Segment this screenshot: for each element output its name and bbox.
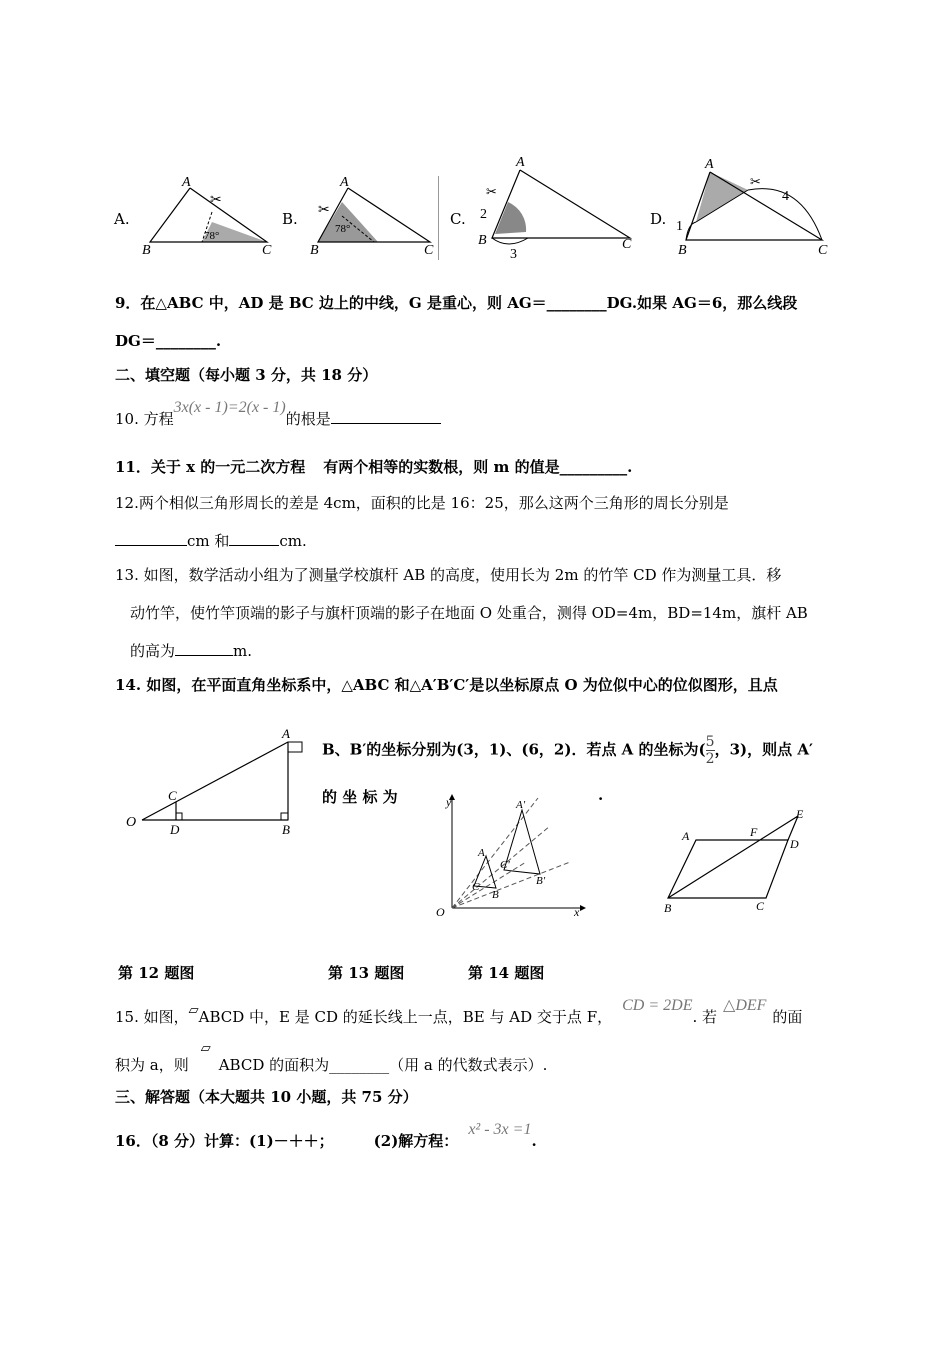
q13-line3 [130, 640, 252, 662]
section-2-heading: 二、填空题（每小题 3 分，共 18 分） [115, 366, 378, 384]
figure-a [112, 172, 282, 262]
point-o: O [436, 905, 445, 919]
parallelogram-icon: ▱ [188, 1003, 199, 1018]
side-4: 4 [782, 189, 789, 204]
q15-part2: ABCD 中，E 是 CD 的延长线上一点，BE 与 AD 交于点 F， [198, 1008, 613, 1026]
parallelogram-diagram [656, 806, 826, 920]
q14-line3-end: . [598, 786, 604, 804]
point-b: B [282, 822, 290, 837]
fraction [706, 734, 715, 767]
point-b: B [142, 243, 151, 258]
figure-13 [430, 786, 600, 920]
q15-part4: 的面 [772, 1008, 803, 1026]
caption-fig14: 第 14 题图 [468, 964, 545, 982]
divider [438, 176, 439, 260]
q15-line2a: 积为 a，则 [115, 1056, 189, 1074]
q13-line2: 动竹竿，使竹竿顶端的影子与旗杆顶端的影子在地面 O 处重合，测得 OD=4m，BD=14m，旗杆 AB [130, 604, 808, 622]
q8-option-c [450, 152, 640, 262]
q12-cm2: cm. [279, 532, 307, 550]
q13-unit: m. [233, 642, 253, 660]
point-b: B [664, 901, 672, 915]
caption-fig12: 第 12 题图 [118, 964, 195, 982]
q16-end: . [531, 1132, 537, 1150]
q16-part1: 16．（8 分）计算：(1)－＋＋； [115, 1132, 334, 1150]
option-a-label: A. [114, 210, 130, 228]
q15-eq2: △DEF [723, 997, 767, 1014]
q8-option-d [650, 150, 840, 262]
point-c: C [168, 788, 177, 803]
q10-prefix: 10. 方程 [115, 410, 174, 428]
side-1: 1 [676, 219, 683, 234]
q9-line1: 9．在△ABC 中，AD 是 BC 边上的中线，G 是重心，则 AG＝________DG.如果 AG＝6，那么线段 [115, 294, 798, 312]
axis-y: y [446, 795, 452, 809]
point-b: B [478, 233, 487, 248]
option-b-label: B. [282, 210, 298, 228]
fraction-numerator: 5 [705, 734, 715, 750]
q14-line2b: ，3)，则点 A′ [714, 740, 813, 759]
point-b: B [678, 243, 687, 258]
q15-line1 [115, 997, 803, 1030]
angle-label: 78° [204, 230, 220, 242]
point-c: C [424, 243, 434, 258]
axis-x: x [574, 905, 580, 919]
q15-eq1: CD = 2DE [622, 997, 693, 1014]
point-b: B [492, 889, 499, 901]
point-c: C [622, 237, 632, 252]
q8-option-a [112, 172, 282, 262]
q13-line1: 13. 如图，数学活动小组为了测量学校旗杆 AB 的高度，使用长为 2m 的竹竿 CD 作为测量工具．移 [115, 566, 782, 584]
point-e: E [796, 807, 804, 821]
scissors-icon: ✂ [210, 193, 222, 208]
fraction-denominator: 2 [705, 751, 715, 767]
parallelogram-icon: ▱ [200, 1041, 211, 1056]
figure-12 [120, 722, 320, 842]
q13-height-label: 的高为 [130, 642, 176, 660]
side-2: 2 [480, 207, 487, 222]
point-b-prime: B' [536, 875, 546, 887]
answer-blank [331, 409, 441, 424]
q11-suffix: 有两个相等的实数根，则 m 的值是_________. [323, 458, 633, 476]
figure-b [282, 172, 442, 262]
q12-cm1: cm 和 [187, 532, 230, 550]
q15-part3: . 若 [692, 1008, 718, 1026]
flagpole-diagram [120, 722, 320, 842]
scissors-icon: ✂ [486, 184, 497, 199]
q10-equation: 3x(x - 1)=2(x - 1) [173, 399, 286, 416]
scissors-icon: ✂ [318, 203, 330, 218]
point-a: A [682, 829, 690, 843]
scissors-icon: ✂ [750, 174, 761, 189]
section-3-heading: 三、解答题（本大题共 10 小题，共 75 分） [115, 1088, 418, 1106]
point-c-prime: C' [500, 859, 510, 871]
point-a: A [282, 726, 290, 741]
angle-label: 78° [335, 223, 351, 235]
figure-c [450, 152, 640, 262]
point-b: B [310, 243, 319, 258]
q14-line1: 14. 如图，在平面直角坐标系中，△ABC 和△A′B′C′是以坐标原点 O 为位似中心的位似图形，且点 [115, 676, 778, 694]
q12-line2 [115, 530, 307, 552]
q9-line2: DG＝________. [115, 332, 222, 350]
homothety-diagram [430, 786, 600, 920]
option-d-label: D. [650, 210, 667, 228]
point-d: D [170, 822, 180, 837]
point-c: C [818, 243, 828, 258]
q16 [115, 1121, 537, 1153]
point-a: A [182, 175, 191, 190]
q11-text: 11．关于 x 的一元二次方程 [115, 458, 306, 476]
q16-part2: (2)解方程： [373, 1132, 459, 1150]
point-a: A [516, 155, 525, 170]
answer-blank [229, 531, 279, 546]
q12-line1: 12.两个相似三角形周长的差是 4cm，面积的比是 16：25，那么这两个三角形的周长分别是 [115, 494, 729, 512]
point-f: F [750, 825, 758, 839]
point-o: O [126, 815, 137, 830]
figure-14 [656, 806, 826, 920]
answer-blank [175, 641, 233, 656]
point-c: C [472, 881, 480, 893]
q8-option-b [282, 172, 442, 262]
caption-fig13: 第 13 题图 [328, 964, 405, 982]
side-3: 3 [510, 247, 517, 262]
point-a-prime: A' [516, 799, 526, 811]
point-c: C [756, 899, 765, 913]
point-a: A [478, 847, 485, 859]
q11 [115, 456, 632, 478]
q10 [115, 399, 441, 431]
q15-part1: 15. 如图， [115, 1008, 189, 1026]
q14-line2 [322, 734, 813, 767]
q15-line2b: ABCD 的面积为________（用 a 的代数式表示）. [218, 1056, 548, 1074]
point-a: A [705, 157, 714, 172]
option-c-label: C. [450, 210, 466, 228]
q15-line2 [115, 1041, 548, 1078]
q14-line3: 的 坐 标 为 [322, 788, 398, 806]
answer-blank [115, 531, 187, 546]
point-d: D [790, 837, 799, 851]
q16-eq: x² - 3x =1 [468, 1121, 532, 1138]
figure-d [650, 150, 840, 262]
q14-line2a: B、B′的坐标分别为(3，1)、(6，2)．若点 A 的坐标为( [322, 740, 706, 759]
point-a: A [340, 175, 349, 190]
q10-suffix: 的根是 [285, 410, 331, 428]
point-c: C [262, 243, 272, 258]
